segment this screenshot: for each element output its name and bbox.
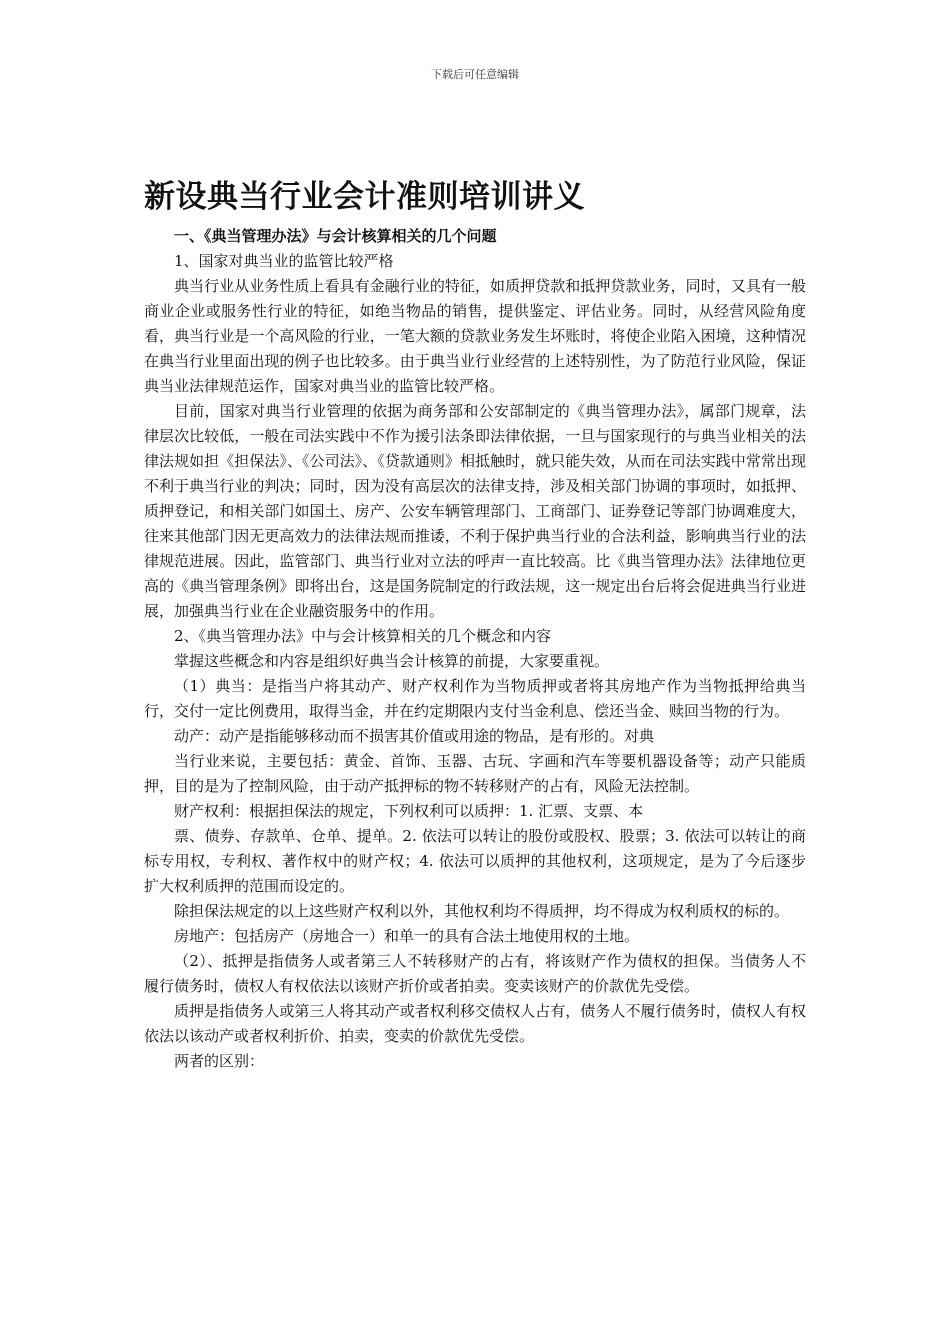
- section-heading-1: 一、《典当管理办法》与会计核算相关的几个问题: [174, 227, 497, 245]
- definition-movable-property: 动产：动产是指能够移动而不损害其价值或用途的物品，是有形的。对典: [174, 727, 655, 745]
- body-paragraph: 典当行业从业务性质上看具有金融行业的特征，如质押贷款和抵押贷款业务，同时，又具有一般商业企业或服务性行业的特征，如绝当物品的销售，提供鉴定、评估业务。同时，从经营风险角度看，典当行业是一个高风险的行业，一笔大额的贷款业务发生坏账时，将使企业陷入困境，这种情况在典当行业里面出现的例子也比较多。由于典当业行业经营的上述特别性，为了防范行业风险，保证典当业法律规范运作，国家对典当业的监管比较严格。: [144, 277, 806, 395]
- body-paragraph: 票、债券、存款单、仓单、提单。2. 依法可以转让的股份或股权、股票；3. 依法可以转让的商标专用权，专利权、著作权中的财产权；4. 依法可以质押的其他权利，这项规定，是为了今后逐步扩大权利质押的范围而设定的。: [144, 827, 806, 895]
- document-title: 新设典当行业会计准则培训讲义: [144, 179, 585, 215]
- subsection-heading-2: 2、《典当管理办法》中与会计核算相关的几个概念和内容: [174, 627, 552, 645]
- header-note: 下载后可任意编辑: [431, 68, 519, 81]
- body-paragraph: 掌握这些概念和内容是组织好典当会计核算的前提，大家要重视。: [174, 652, 610, 670]
- definition-pledge: 质押是指债务人或第三人将其动产或者权利移交债权人占有，债务人不履行债务时，债权人有权依法以该动产或者权利折价、拍卖，变卖的价款优先受偿。: [144, 1002, 806, 1045]
- body-paragraph: 目前，国家对典当行业管理的依据为商务部和公安部制定的《典当管理办法》，属部门规章，法律层次比较低，一般在司法实践中不作为援引法条即法律依据，一旦与国家现行的与典当业相关的法律法规如担《担保法》、《公司法》、《贷款通则》相抵触时，就只能失效，从而在司法实践中常常出现不利于典当行业的判决；同时，因为没有高层次的法律支持，涉及相关部门协调的事项时，如抵押、质押登记，和相关部门如国土、房产、公安车辆管理部门、工商部门、证券登记等部门协调难度大，往来其他部门因无更高效力的法律法规而推诿，不利于保护典当行业的合法利益，影响典当行业的法律规范进展。因此，监管部门、典当行业对立法的呼声一直比较高。比《典当管理办法》法律地位更高的《典当管理条例》即将出台，这是国务院制定的行政法规，这一规定出台后将会促进典当行业进展，加强典当行业在企业融资服务中的作用。: [144, 402, 806, 620]
- definition-property-rights: 财产权利：根据担保法的规定，下列权利可以质押：1. 汇票、支票、本: [174, 802, 644, 820]
- definition-real-estate: 房地产：包括房产（房地合一）和单一的具有合法土地使用权的土地。: [174, 927, 640, 945]
- body-paragraph: 当行业来说，主要包括：黄金、首饰、玉器、古玩、字画和汽车等要机器设备等；动产只能质押，目的是为了控制风险，由于动产抵押标的物不转移财产的占有，风险无法控制。: [144, 752, 806, 795]
- definition-pawn: （1）典当：是指当户将其动产、财产权利作为当物质押或者将其房地产作为当物抵押给典当行，交付一定比例费用，取得当金，并在约定期限内支付当金利息、偿还当金、赎回当物的行为。: [144, 677, 806, 720]
- document-body: [144, 176, 806, 1074]
- body-paragraph: 除担保法规定的以上这些财产权利以外，其他权利均不得质押，均不得成为权利质权的标的。: [174, 902, 790, 920]
- definition-mortgage: （2）、抵押是指债务人或者第三人不转移财产的占有，将该财产作为债权的担保。当债务人不履行债务时，债权人有权依法以该财产折价或者拍卖。变卖该财产的价款优先受偿。: [144, 952, 806, 995]
- subsection-heading-1: 1、国家对典当业的监管比较严格: [174, 252, 394, 270]
- body-paragraph: 两者的区别：: [174, 1052, 265, 1070]
